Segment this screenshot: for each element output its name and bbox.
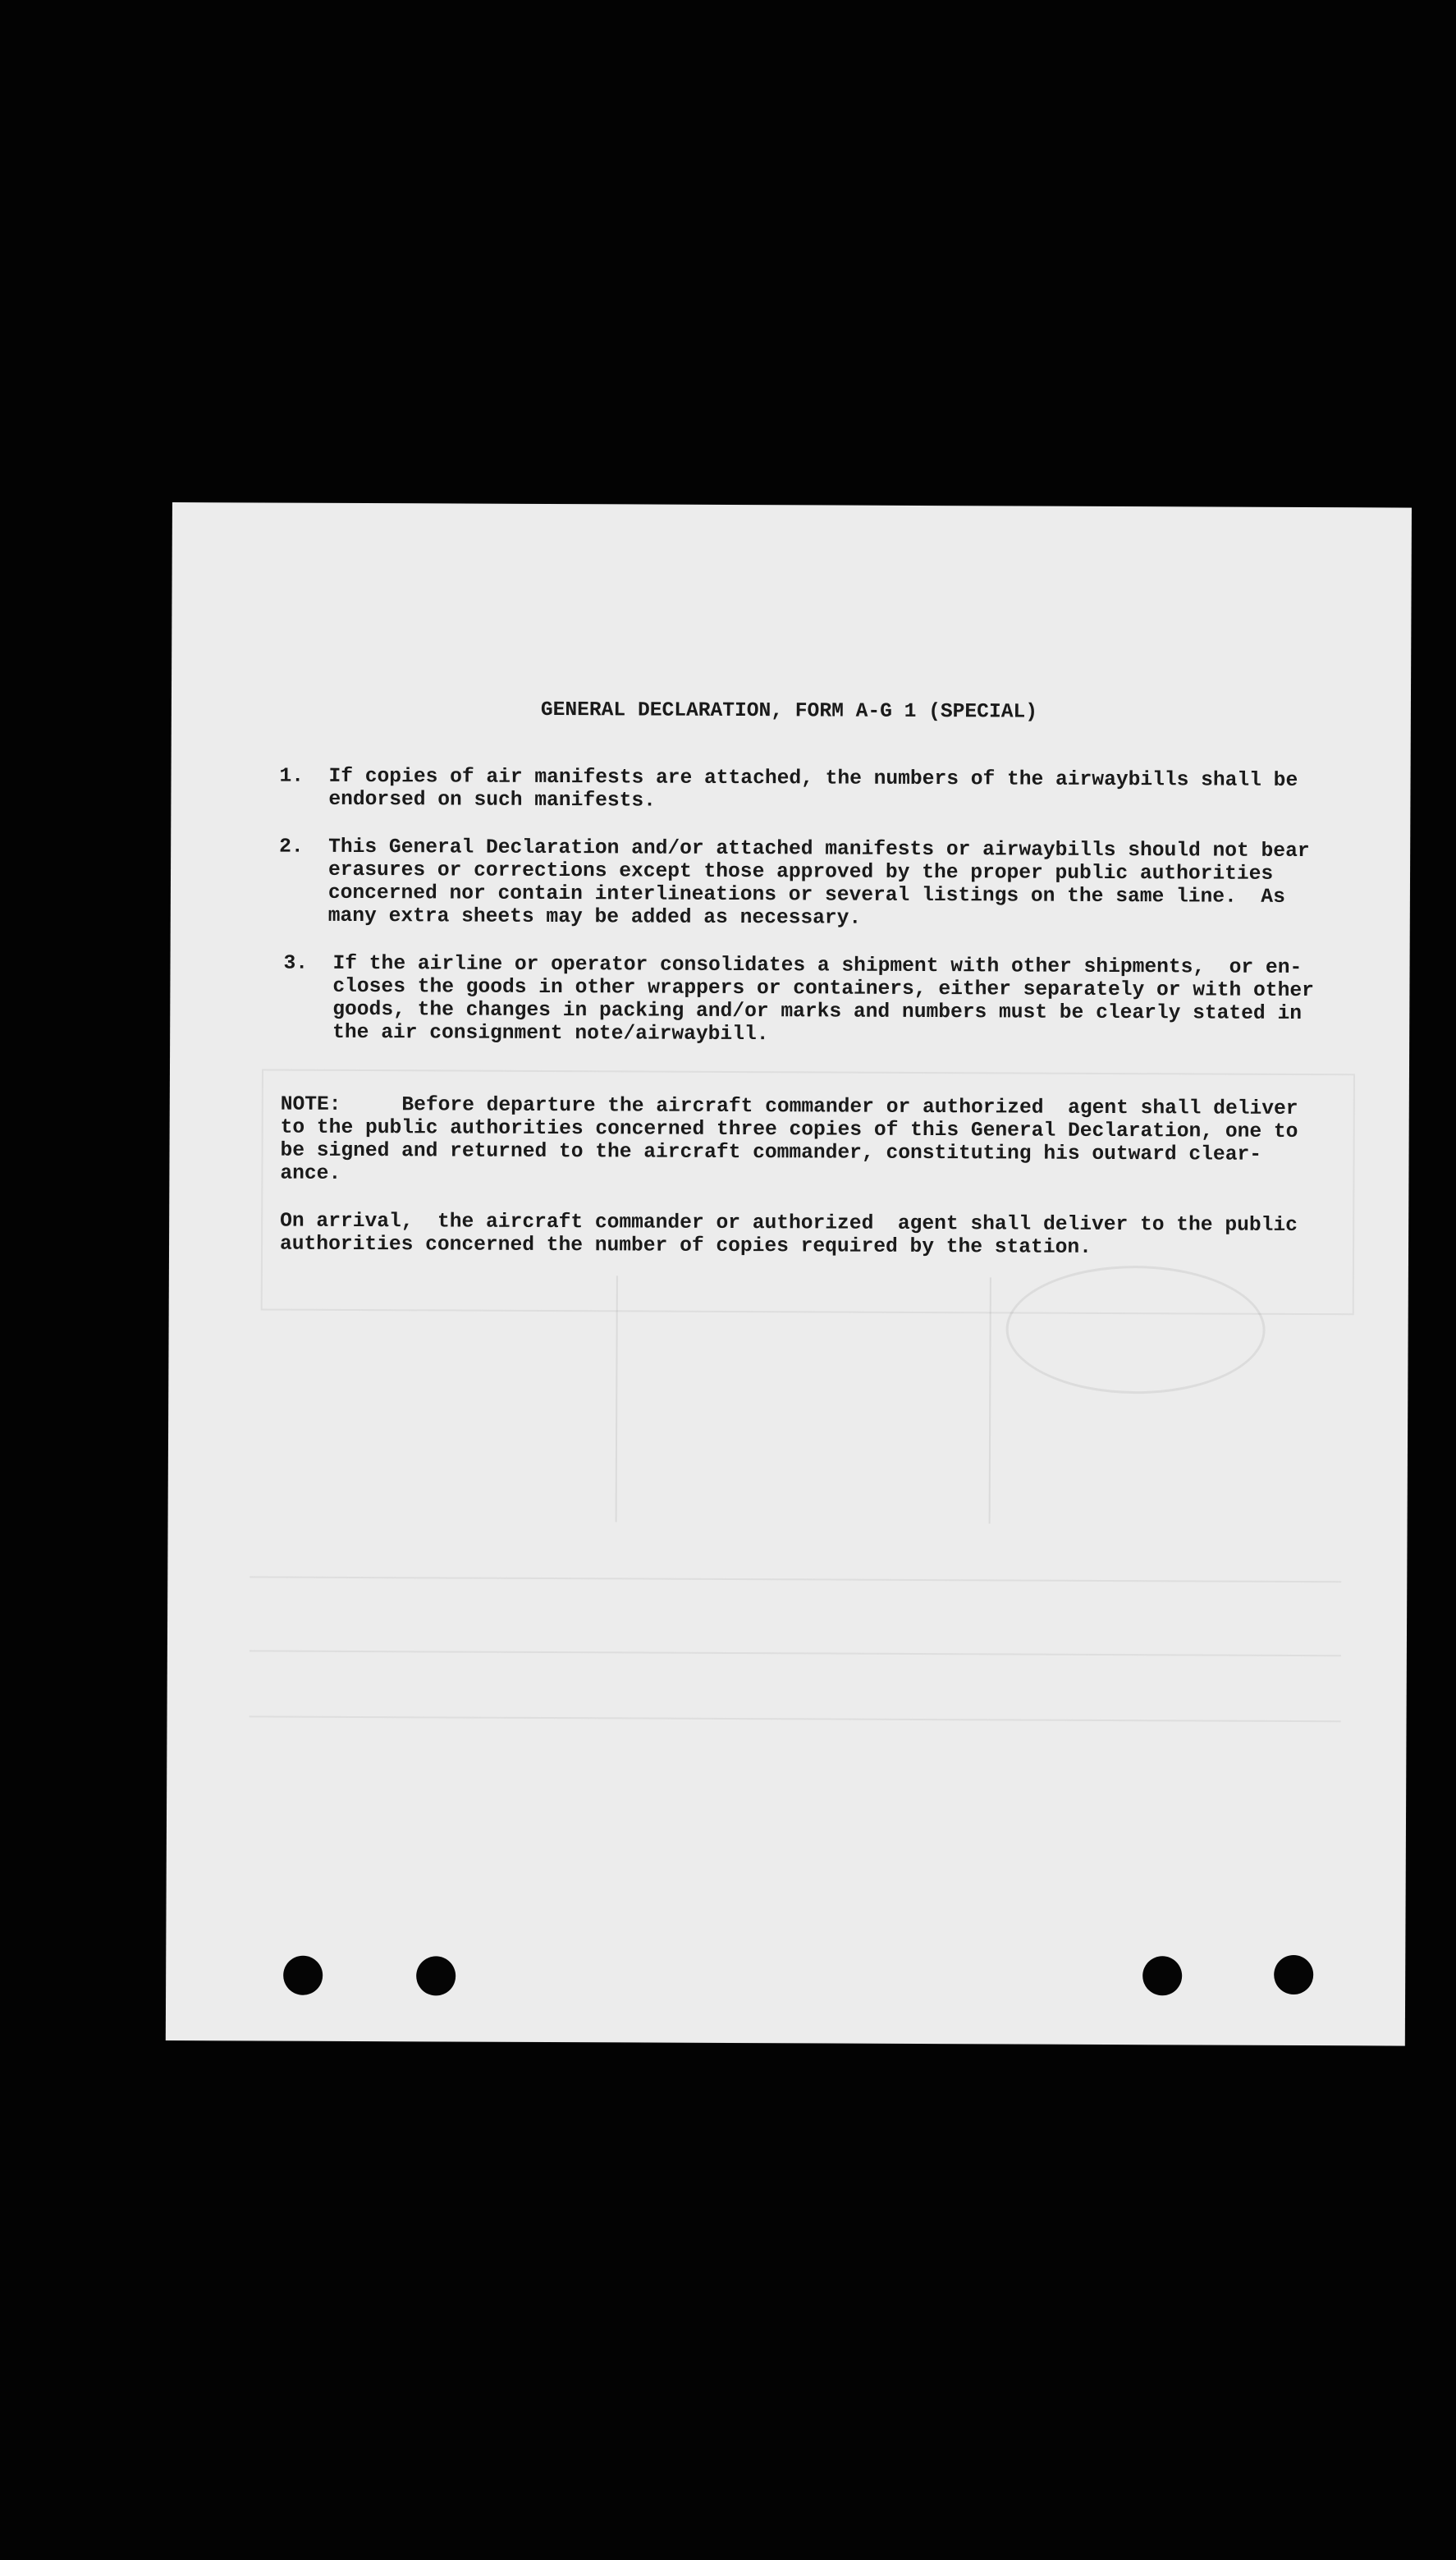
note-line: to the public authorities concerned three copies of this General Declaration, one to bbox=[280, 1116, 1298, 1143]
bleed-through-rule bbox=[250, 1650, 1341, 1656]
item-3-line: closes the goods in other wrappers or containers, either separately or with other bbox=[332, 975, 1314, 1003]
punch-hole bbox=[283, 1956, 323, 1995]
item-2-line: concerned nor contain interlineations or several listings on the same line. As bbox=[327, 882, 1285, 909]
punch-hole bbox=[1142, 1956, 1182, 1995]
item-1-line: endorsed on such manifests. bbox=[328, 788, 656, 813]
item-2-line: many extra sheets may be added as necessary. bbox=[327, 904, 862, 930]
item-number: 2. bbox=[279, 836, 304, 859]
bleed-through-rule bbox=[250, 1715, 1341, 1722]
item-3-line: the air consignment note/airwaybill. bbox=[332, 1021, 769, 1046]
punch-hole bbox=[416, 1956, 456, 1995]
item-3-line: goods, the changes in packing and/or marks and numbers must be clearly stated in bbox=[332, 998, 1303, 1026]
arrival-line: On arrival, the aircraft commander or authorized agent shall deliver to the public bbox=[280, 1210, 1298, 1237]
item-number: 1. bbox=[279, 765, 304, 788]
bleed-through-divider bbox=[616, 1275, 618, 1522]
document-title: GENERAL DECLARATION, FORM A-G 1 (SPECIAL) bbox=[540, 698, 1038, 724]
note-line: be signed and returned to the aircraft commander, constituting his outward clear- bbox=[280, 1139, 1262, 1166]
bleed-through-divider bbox=[989, 1277, 991, 1523]
bleed-through-rule bbox=[250, 1576, 1341, 1582]
item-1-line: If copies of air manifests are attached, the numbers of the airwaybills shall be bbox=[328, 765, 1298, 792]
item-3-line: If the airline or operator consolidates a shipment with other shipments, or en- bbox=[332, 952, 1303, 980]
item-2-line: erasures or corrections except those approved by the proper public authorities bbox=[327, 859, 1274, 886]
bleed-through-stamp bbox=[1005, 1265, 1266, 1394]
item-2-line: This General Declaration and/or attached manifests or airwaybills should not bear bbox=[328, 836, 1310, 863]
note-line: NOTE: Before departure the aircraft commander or authorized agent shall deliver bbox=[280, 1093, 1298, 1120]
arrival-line: authorities concerned the number of copies required by the station. bbox=[279, 1233, 1092, 1259]
document-sheet bbox=[166, 502, 1412, 2046]
note-line: ance. bbox=[280, 1162, 341, 1185]
item-number: 3. bbox=[283, 952, 309, 975]
punch-hole bbox=[1274, 1955, 1313, 1994]
